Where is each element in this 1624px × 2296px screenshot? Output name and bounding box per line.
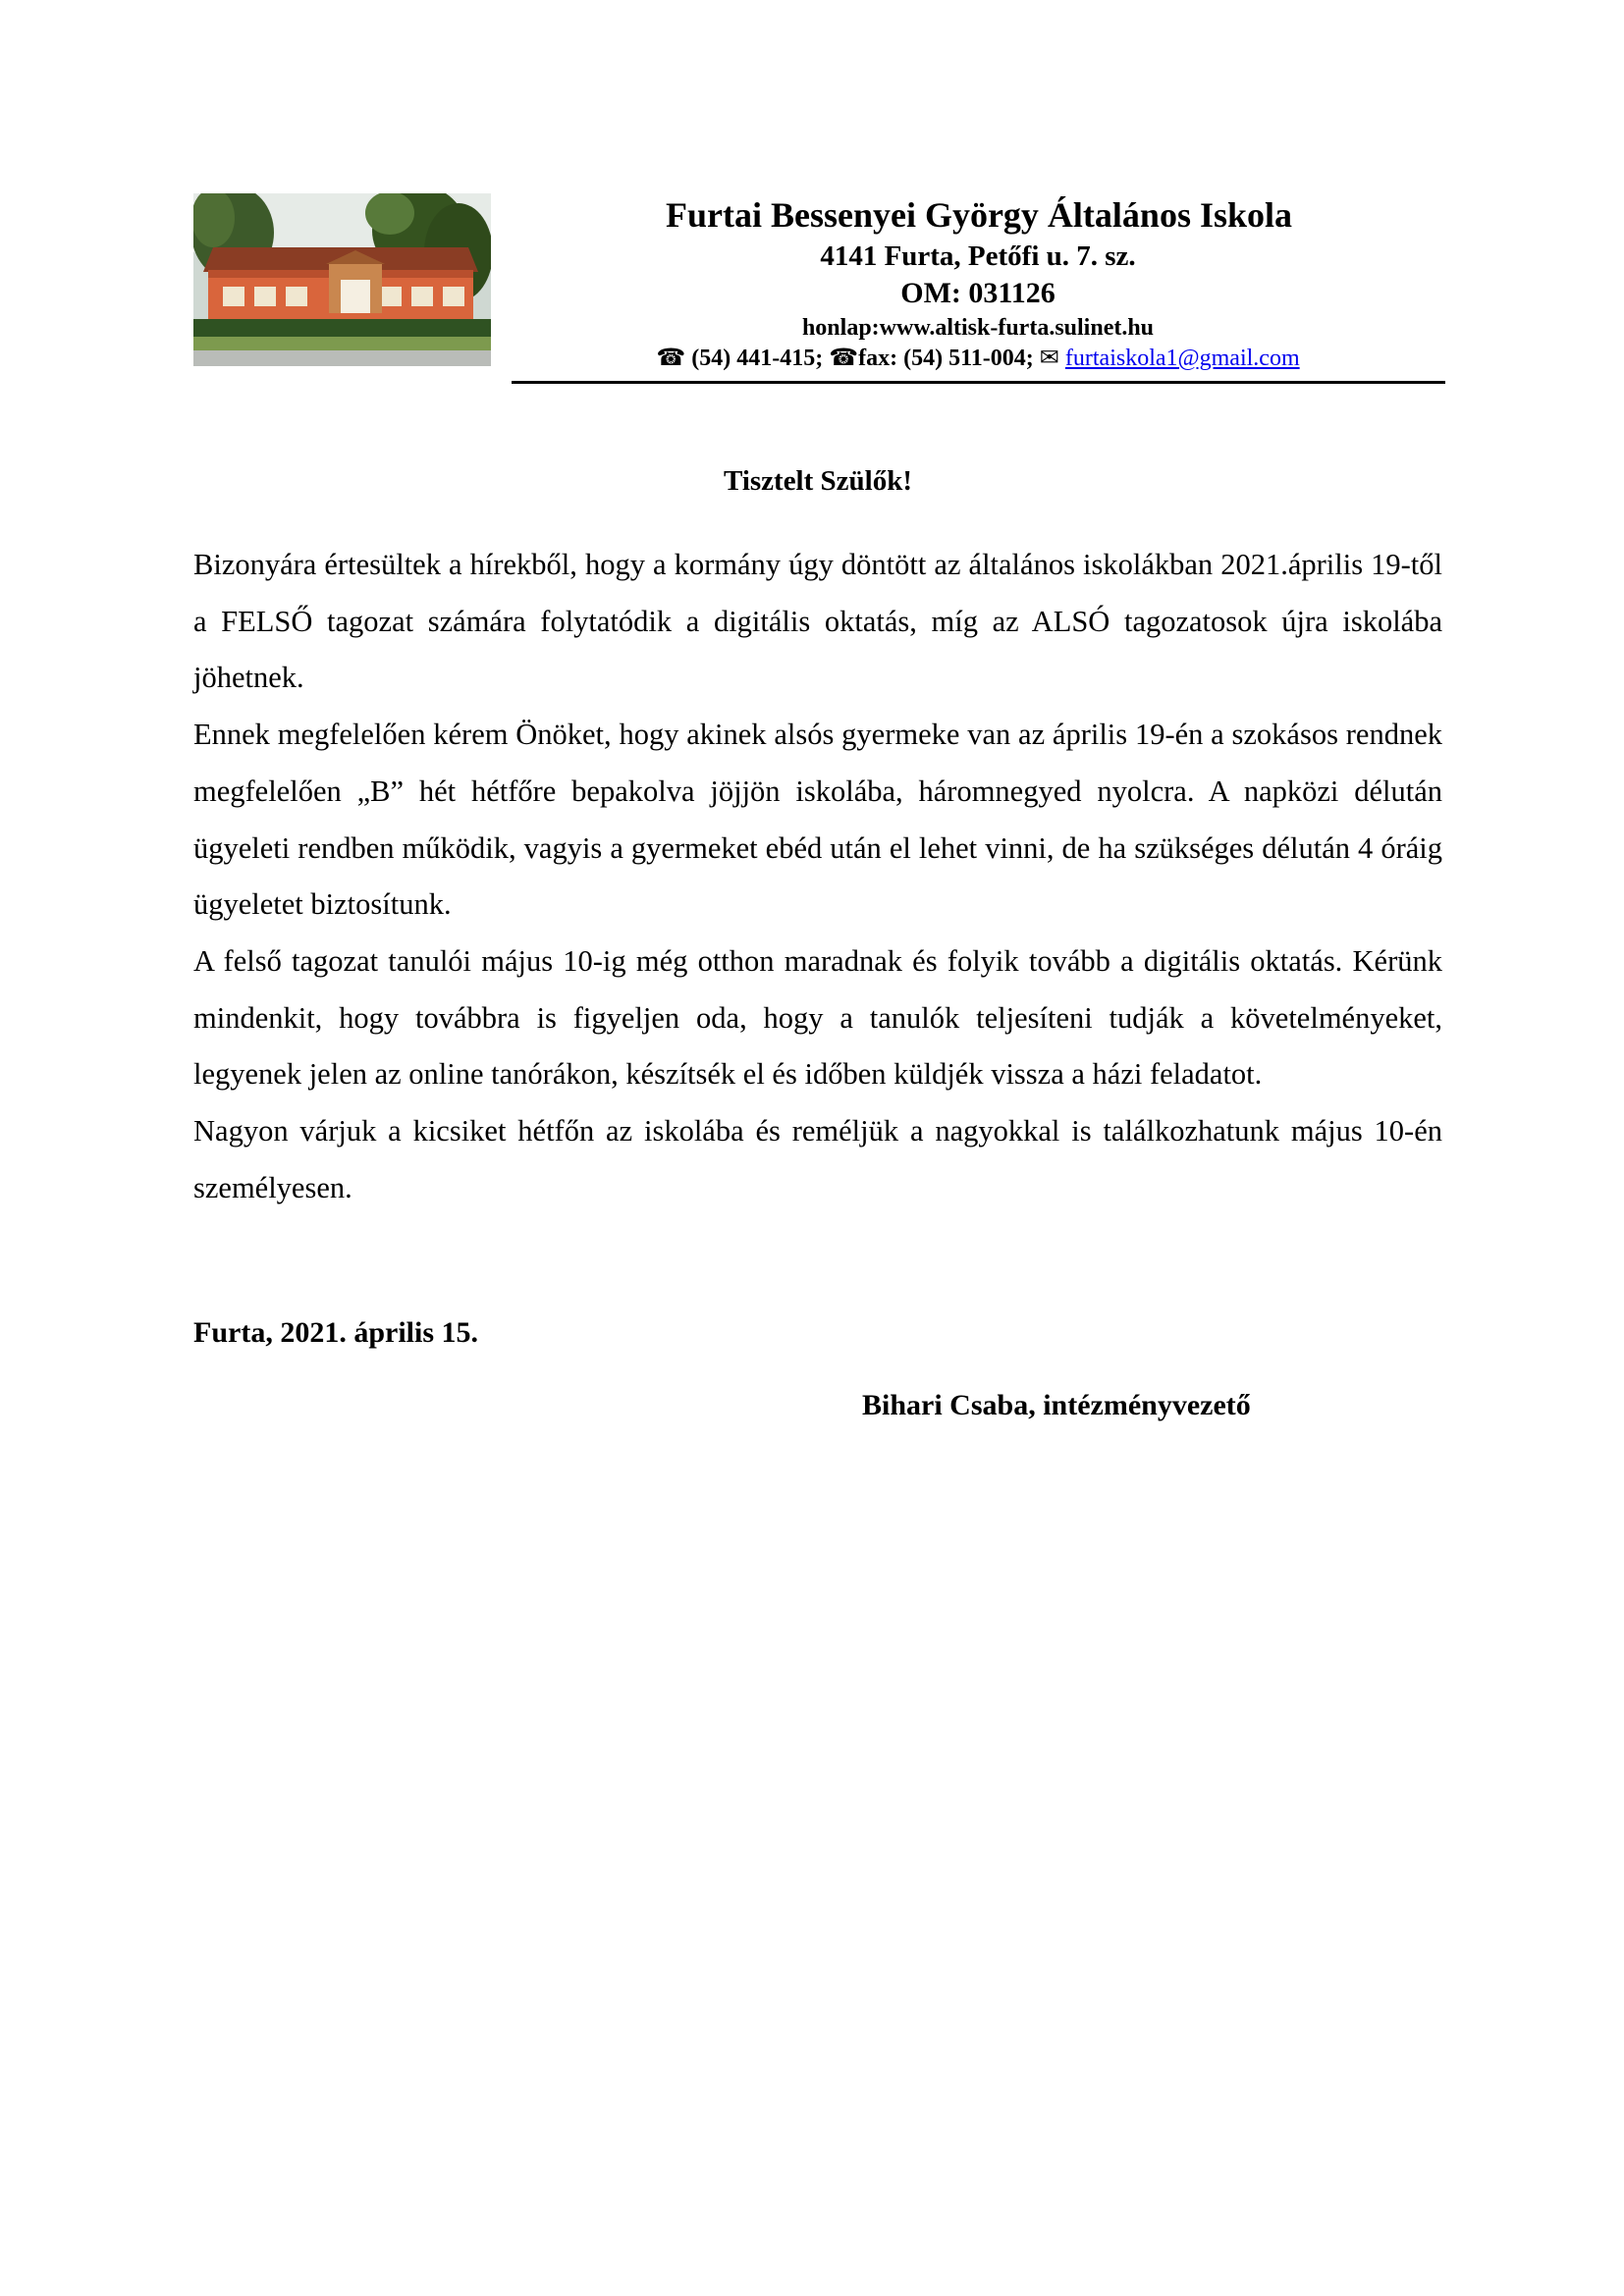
letter-paragraph: Nagyon várjuk a kicsiket hétfőn az iskolába és reméljük a nagyokkal is találkozhatunk május 10-én személyesen. (193, 1114, 1442, 1204)
school-building-image (193, 193, 491, 366)
school-letterhead (512, 192, 1444, 374)
school-building-photo (193, 193, 491, 366)
phone-number: (54) 441-415; (685, 346, 830, 371)
letter-paragraph: A felső tagozat tanulói május 10-ig még otthon maradnak és folyik tovább a digitális oktatás. Kérünk mindenkit, hogy továbbra is figyeljen oda, hogy a tanulók teljesíteni tudják a követelményeket, legyenek jelen az online tanórákon, készítsék el és időben küldjék vissza a házi feladatot. (193, 943, 1442, 1092)
letter-paragraph: Bizonyára értesültek a hírekből, hogy a kormány úgy döntött az általános iskolákban 2021.április 19-től a FELSŐ tagozat számára folytatódik a digitális oktatás, míg az ALSÓ tagozatosok újra iskolába jöhetnek. (193, 548, 1442, 695)
letter-signature: Bihari Csaba, intézményvezető (862, 1389, 1251, 1421)
school-website[interactable]: honlap:www.altisk-furta.sulinet.hu (801, 315, 1155, 341)
school-name: Furtai Bessenyei György Általános Iskola (665, 195, 1292, 235)
phone-icon: ☎ (656, 346, 686, 371)
contact-line (512, 343, 1444, 374)
letter-body (193, 537, 1442, 1216)
school-address: 4141 Furta, Petőfi u. 7. sz. (820, 240, 1136, 272)
email-link[interactable]: furtaiskola1@gmail.com (1064, 346, 1300, 371)
header-divider (512, 381, 1445, 384)
school-om-code: OM: 031126 (900, 277, 1056, 309)
fax-icon: ☎ (829, 346, 859, 371)
fax-number: fax: (54) 511-004; (858, 346, 1040, 371)
letter-date: Furta, 2021. április 15. (193, 1316, 478, 1349)
letter-salutation: Tisztelt Szülők! (724, 465, 912, 497)
email-icon: ✉ (1039, 346, 1059, 371)
letter-paragraph: Ennek megfelelően kérem Önöket, hogy akinek alsós gyermeke van az április 19-én a szokásos rendnek megfelelően „B” hét hétfőre bepakolva jöjjön iskolába, háromnegyed nyolcra. A napközi délután ügyeleti rendben működik, vagyis a gyermeket ebéd után el lehet vinni, de ha szükséges délután 4 óráig ügyeletet biztosítunk. (193, 718, 1442, 922)
